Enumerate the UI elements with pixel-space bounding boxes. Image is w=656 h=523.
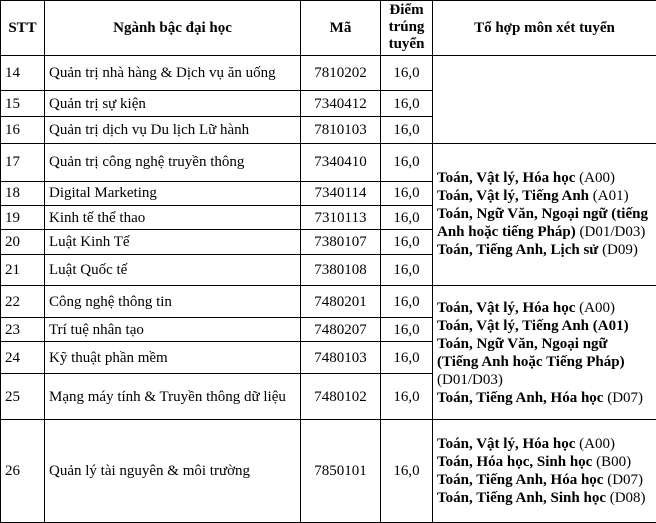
combo-code: (A00) [579, 170, 615, 187]
combo-subjects: Toán, Ngữ Văn, Ngoại ngữ (tiếng Anh hoặc tiếng Pháp) [437, 206, 648, 241]
major-cell: Quản lý tài nguyên & môi trường [45, 420, 301, 523]
score-cell: 16,0 [381, 230, 433, 254]
code-cell: 7810103 [301, 117, 381, 143]
combo-line [437, 435, 652, 453]
major-cell: Quản trị công nghệ truyền thông [45, 143, 301, 181]
combo-code: (A00) [579, 436, 615, 453]
stt-cell: 25 [1, 373, 45, 419]
combo-subjects: Toán, Ngữ Văn, Ngoại ngữ (Tiếng Anh hoặc Tiếng Pháp) [437, 335, 625, 370]
major-cell: Kỹ thuật phần mềm [45, 342, 301, 374]
stt-cell: 23 [1, 317, 45, 341]
score-cell: 16,0 [381, 143, 433, 181]
combo-line [437, 241, 652, 259]
combo-subjects: Toán, Vật lý, Hóa học [437, 170, 576, 187]
combo-line [437, 389, 652, 407]
header-stt: STT [1, 1, 45, 56]
score-cell: 16,0 [381, 90, 433, 116]
combo-subjects: Toán, Tiếng Anh, Sinh học [437, 490, 606, 507]
combo-code: (D01/D03) [579, 224, 646, 241]
combo-subjects: Toán, Vật lý, Tiếng Anh [437, 317, 590, 334]
code-cell: 7480103 [301, 342, 381, 374]
score-cell: 16,0 [381, 373, 433, 419]
header-row [1, 1, 656, 56]
combo-code: (D09) [602, 242, 638, 259]
combo-code: (D07) [607, 472, 644, 489]
score-cell: 16,0 [381, 317, 433, 341]
stt-cell: 17 [1, 143, 45, 181]
combo-line [437, 335, 652, 389]
combo-line [437, 187, 652, 205]
score-cell: 16,0 [381, 117, 433, 143]
code-cell: 7340410 [301, 143, 381, 181]
major-cell: Luật Kinh Tế [45, 230, 301, 254]
combos-cell [433, 420, 656, 523]
score-cell: 16,0 [381, 420, 433, 523]
score-cell: 16,0 [381, 181, 433, 205]
code-cell: 7310113 [301, 205, 381, 229]
header-major: Ngành bậc đại học [45, 1, 301, 56]
combo-subjects: Toán, Tiếng Anh, Hóa học [437, 472, 604, 489]
combo-subjects: Toán, Tiếng Anh, Hóa học [437, 389, 604, 406]
combo-subjects: Toán, Hóa học, Sinh học [437, 454, 593, 471]
code-cell: 7810202 [301, 55, 381, 90]
stt-cell: 16 [1, 117, 45, 143]
major-cell: Trí tuệ nhân tạo [45, 317, 301, 341]
combo-line [437, 453, 652, 471]
stt-cell: 14 [1, 55, 45, 90]
code-cell: 7380107 [301, 230, 381, 254]
header-score-line: tuyển [388, 36, 425, 53]
combo-subjects: Toán, Tiếng Anh, Lịch sử [437, 242, 599, 259]
code-cell: 7380108 [301, 254, 381, 286]
score-cell: 16,0 [381, 205, 433, 229]
code-cell: 7480102 [301, 373, 381, 419]
stt-cell: 18 [1, 181, 45, 205]
combo-code: (B00) [596, 454, 632, 471]
score-cell: 16,0 [381, 342, 433, 374]
header-score-line: trúng [388, 19, 425, 36]
major-cell: Mạng máy tính & Truyền thông dữ liệu [45, 373, 301, 419]
combos-cell [433, 143, 656, 286]
code-cell: 7480207 [301, 317, 381, 341]
code-cell: 7480201 [301, 286, 381, 318]
combo-line [437, 169, 652, 187]
combos-cell-empty [433, 55, 656, 143]
combo-subjects: Toán, Vật lý, Tiếng Anh [437, 188, 590, 205]
major-cell: Quản trị dịch vụ Du lịch Lữ hành [45, 117, 301, 143]
table-row [1, 420, 656, 523]
score-cell: 16,0 [381, 286, 433, 318]
major-cell: Quản trị nhà hàng & Dịch vụ ăn uống [45, 55, 301, 90]
header-score-line: Điểm [389, 2, 424, 19]
score-cell: 16,0 [381, 55, 433, 90]
stt-cell: 21 [1, 254, 45, 286]
major-cell: Kinh tế thể thao [45, 205, 301, 229]
combo-line [437, 317, 652, 335]
combo-code: (A01) [592, 317, 629, 334]
major-cell: Quản trị sự kiện [45, 90, 301, 116]
major-cell: Công nghệ thông tin [45, 286, 301, 318]
combo-code: (D01/D03) [437, 371, 503, 388]
combo-subjects: Toán, Vật lý, Hóa học [437, 299, 576, 316]
stt-cell: 19 [1, 205, 45, 229]
code-cell: 7850101 [301, 420, 381, 523]
stt-cell: 22 [1, 286, 45, 318]
stt-cell: 24 [1, 342, 45, 374]
code-cell: 7340114 [301, 181, 381, 205]
combo-code: (A00) [579, 299, 615, 316]
table-row [1, 143, 656, 181]
combo-line [437, 471, 652, 489]
combo-code: (D07) [607, 389, 644, 406]
major-cell: Luật Quốc tế [45, 254, 301, 286]
stt-cell: 26 [1, 420, 45, 523]
stt-cell: 20 [1, 230, 45, 254]
combo-line [437, 489, 652, 507]
code-cell: 7340412 [301, 90, 381, 116]
header-score [381, 1, 433, 56]
combo-line [437, 205, 652, 241]
header-combos: Tổ hợp môn xét tuyển [433, 1, 656, 56]
combos-cell [433, 286, 656, 420]
header-code: Mã [301, 1, 381, 56]
table-row [1, 286, 656, 318]
table-row [1, 55, 656, 90]
stt-cell: 15 [1, 90, 45, 116]
score-cell: 16,0 [381, 254, 433, 286]
major-cell: Digital Marketing [45, 181, 301, 205]
table-body [1, 55, 656, 522]
combo-code: (D08) [609, 490, 646, 507]
combo-code: (A01) [592, 188, 629, 205]
combo-subjects: Toán, Vật lý, Hóa học [437, 436, 576, 453]
combo-line [437, 299, 652, 317]
